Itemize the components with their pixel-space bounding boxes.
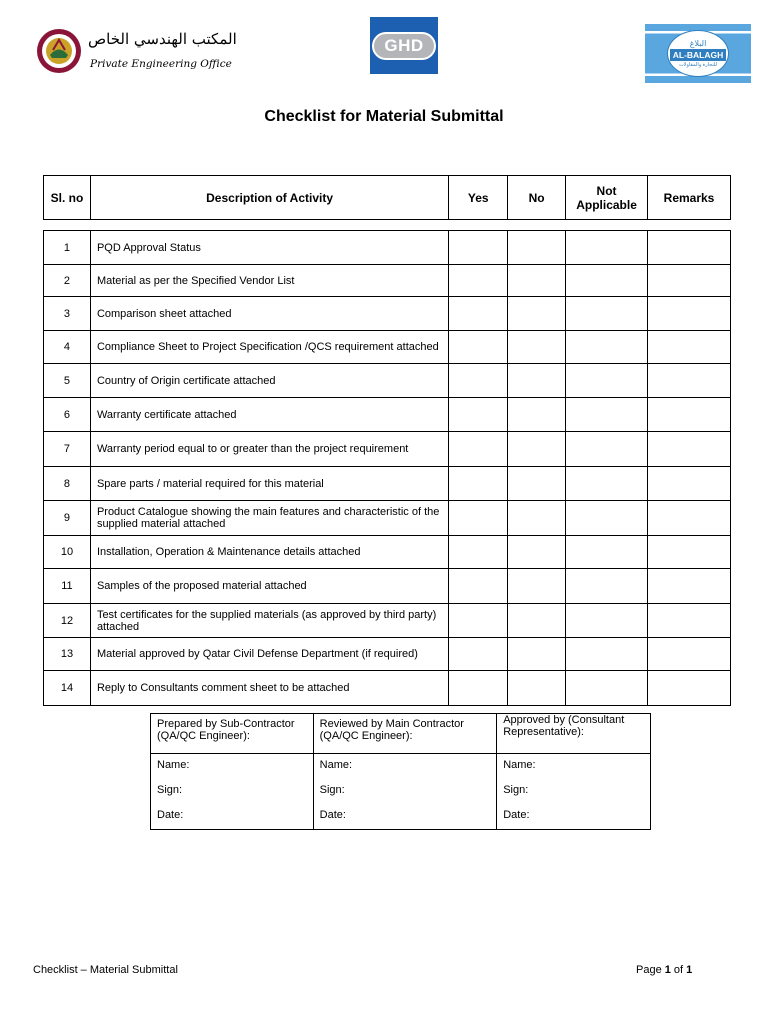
row-description: Reply to Consultants comment sheet to be attached <box>90 671 449 706</box>
yes-cell[interactable] <box>449 297 508 331</box>
checklist-row <box>44 331 757 364</box>
row-sl-no: 6 <box>44 398 91 432</box>
reviewed-name-field[interactable]: Name: <box>319 759 353 771</box>
checklist-row <box>44 569 757 604</box>
remarks-cell[interactable] <box>648 265 731 297</box>
checklist-row <box>44 432 757 467</box>
footer-document-name: Checklist – Material Submittal <box>33 964 178 976</box>
row-description: Country of Origin certificate attached <box>90 364 449 398</box>
checklist-row <box>44 265 757 297</box>
row-spacer <box>731 569 757 604</box>
checklist-row <box>44 638 757 671</box>
row-spacer <box>731 604 757 638</box>
row-description: Material as per the Specified Vendor List <box>90 265 449 297</box>
checklist-row <box>44 536 757 569</box>
approved-date-field[interactable]: Date: <box>503 809 530 821</box>
row-description: Spare parts / material required for this material <box>90 467 449 501</box>
yes-cell[interactable] <box>449 536 508 569</box>
checklist-row <box>44 501 757 536</box>
remarks-cell[interactable] <box>648 398 731 432</box>
row-sl-no: 8 <box>44 467 91 501</box>
no-cell[interactable] <box>508 467 566 501</box>
col-remarks: Remarks <box>648 176 731 220</box>
col-not-applicable: Not Applicable <box>566 176 648 220</box>
remarks-cell[interactable] <box>648 671 731 706</box>
row-description: Warranty certificate attached <box>90 398 449 432</box>
remarks-cell[interactable] <box>648 501 731 536</box>
col-description: Description of Activity <box>90 176 448 220</box>
al-balagh-logo <box>645 24 751 83</box>
row-sl-no: 1 <box>44 231 91 265</box>
ghd-logo <box>370 17 438 74</box>
approved-name-field[interactable]: Name: <box>503 759 536 771</box>
row-description: PQD Approval Status <box>90 231 449 265</box>
approved-by-fields <box>497 754 651 830</box>
al-balagh-arabic: البلاغ <box>689 39 707 48</box>
yes-cell[interactable] <box>449 604 508 638</box>
remarks-cell[interactable] <box>648 364 731 398</box>
prepared-by-label: Prepared by Sub-Contractor (QA/QC Engineer): <box>151 714 314 754</box>
yes-cell[interactable] <box>449 265 508 297</box>
no-cell[interactable] <box>508 331 566 364</box>
row-description: Product Catalogue showing the main features and characteristic of the supplied material attached <box>90 501 449 536</box>
no-cell[interactable] <box>508 432 566 467</box>
no-cell[interactable] <box>508 536 566 569</box>
footer-page-number <box>636 964 692 976</box>
row-sl-no: 3 <box>44 297 91 331</box>
approved-by-label: Approved by (Consultant Representative): <box>497 714 651 754</box>
not-applicable-cell[interactable] <box>566 432 648 467</box>
ghd-logo-badge <box>372 32 436 60</box>
ghd-logo-text: GHD <box>384 35 424 55</box>
row-spacer <box>731 398 757 432</box>
page-of: of <box>670 964 687 976</box>
page-current: 1 <box>664 964 671 976</box>
al-balagh-logo-disc <box>667 30 729 77</box>
not-applicable-cell[interactable] <box>566 671 648 706</box>
checklist-row <box>44 364 757 398</box>
remarks-cell[interactable] <box>648 536 731 569</box>
row-spacer <box>731 331 757 364</box>
row-spacer <box>731 467 757 501</box>
row-sl-no: 5 <box>44 364 91 398</box>
reviewed-by-label: Reviewed by Main Contractor (QA/QC Engineer): <box>313 714 497 754</box>
remarks-cell[interactable] <box>648 331 731 364</box>
checklist-row <box>44 297 757 331</box>
row-description: Installation, Operation & Maintenance details attached <box>90 536 449 569</box>
not-applicable-cell[interactable] <box>566 231 648 265</box>
reviewed-sign-field[interactable]: Sign: <box>319 784 345 796</box>
not-applicable-cell[interactable] <box>566 265 648 297</box>
row-spacer <box>731 231 757 265</box>
row-sl-no: 11 <box>44 569 91 604</box>
yes-cell[interactable] <box>449 638 508 671</box>
col-no: No <box>508 176 566 220</box>
row-sl-no: 4 <box>44 331 91 364</box>
row-sl-no: 10 <box>44 536 91 569</box>
remarks-cell[interactable] <box>648 231 731 265</box>
row-spacer <box>731 501 757 536</box>
row-sl-no: 9 <box>44 501 91 536</box>
private-engineering-office-logo <box>36 26 237 78</box>
yes-cell[interactable] <box>449 569 508 604</box>
no-cell[interactable] <box>508 364 566 398</box>
remarks-cell[interactable] <box>648 467 731 501</box>
row-description: Comparison sheet attached <box>90 297 449 331</box>
al-balagh-subtitle: للتجارة والمقاولات <box>678 62 718 68</box>
row-spacer <box>731 671 757 706</box>
office-arabic-name: المكتب الهندسي الخاص <box>88 30 237 48</box>
al-balagh-english: AL-BALAGH <box>670 49 727 61</box>
header-row <box>44 176 731 220</box>
checklist-row <box>44 398 757 432</box>
no-cell[interactable] <box>508 398 566 432</box>
row-sl-no: 2 <box>44 265 91 297</box>
prepared-date-field[interactable]: Date: <box>157 809 184 821</box>
not-applicable-cell[interactable] <box>566 331 648 364</box>
col-yes: Yes <box>449 176 508 220</box>
row-spacer <box>731 297 757 331</box>
prepared-name-field[interactable]: Name: <box>157 759 190 771</box>
yes-cell[interactable] <box>449 231 508 265</box>
office-english-name: Private Engineering Office <box>90 58 232 70</box>
yes-cell[interactable] <box>449 364 508 398</box>
yes-cell[interactable] <box>449 501 508 536</box>
checklist-table <box>43 230 757 706</box>
row-spacer <box>731 364 757 398</box>
remarks-cell[interactable] <box>648 297 731 331</box>
no-cell[interactable] <box>508 265 566 297</box>
not-applicable-cell[interactable] <box>566 569 648 604</box>
row-description: Material approved by Qatar Civil Defense Department (if required) <box>90 638 449 671</box>
signoff-role-row <box>151 714 651 754</box>
row-description: Warranty period equal to or greater than the project requirement <box>90 432 449 467</box>
no-cell[interactable] <box>508 297 566 331</box>
yes-cell[interactable] <box>449 432 508 467</box>
page-total: 1 <box>686 964 693 976</box>
remarks-cell[interactable] <box>648 638 731 671</box>
yes-cell[interactable] <box>449 467 508 501</box>
remarks-cell[interactable] <box>648 569 731 604</box>
row-description: Compliance Sheet to Project Specification /QCS requirement attached <box>90 331 449 364</box>
checklist-row <box>44 467 757 501</box>
not-applicable-cell[interactable] <box>566 536 648 569</box>
checklist-row <box>44 231 757 265</box>
row-spacer <box>731 432 757 467</box>
remarks-cell[interactable] <box>648 604 731 638</box>
col-sl-no: Sl. no <box>44 176 91 220</box>
checklist-row <box>44 604 757 638</box>
row-spacer <box>731 265 757 297</box>
no-cell[interactable] <box>508 569 566 604</box>
reviewed-by-fields <box>313 754 497 830</box>
row-sl-no: 12 <box>44 604 91 638</box>
no-cell[interactable] <box>508 638 566 671</box>
page-prefix: Page <box>636 964 665 976</box>
row-spacer <box>731 638 757 671</box>
not-applicable-cell[interactable] <box>566 638 648 671</box>
not-applicable-cell[interactable] <box>566 297 648 331</box>
signoff-fields-row <box>151 754 651 830</box>
row-spacer <box>731 536 757 569</box>
yes-cell[interactable] <box>449 398 508 432</box>
not-applicable-cell[interactable] <box>566 467 648 501</box>
prepared-by-fields <box>151 754 314 830</box>
row-sl-no: 13 <box>44 638 91 671</box>
reviewed-date-field[interactable]: Date: <box>319 809 346 821</box>
no-cell[interactable] <box>508 231 566 265</box>
no-cell[interactable] <box>508 501 566 536</box>
row-sl-no: 7 <box>44 432 91 467</box>
checklist-body <box>44 231 757 706</box>
checklist-header-table <box>43 175 731 220</box>
no-cell[interactable] <box>508 604 566 638</box>
remarks-cell[interactable] <box>648 432 731 467</box>
not-applicable-cell[interactable] <box>566 364 648 398</box>
yes-cell[interactable] <box>449 671 508 706</box>
prepared-sign-field[interactable]: Sign: <box>157 784 183 796</box>
signoff-table <box>150 713 651 830</box>
row-description: Samples of the proposed material attached <box>90 569 449 604</box>
row-sl-no: 14 <box>44 671 91 706</box>
qatar-emblem-icon <box>36 28 82 74</box>
no-cell[interactable] <box>508 671 566 706</box>
not-applicable-cell[interactable] <box>566 501 648 536</box>
approved-sign-field[interactable]: Sign: <box>503 784 529 796</box>
not-applicable-cell[interactable] <box>566 604 648 638</box>
row-description: Test certificates for the supplied materials (as approved by third party) attached <box>90 604 449 638</box>
yes-cell[interactable] <box>449 331 508 364</box>
document-title: Checklist for Material Submittal <box>264 108 504 125</box>
checklist-row <box>44 671 757 706</box>
not-applicable-cell[interactable] <box>566 398 648 432</box>
